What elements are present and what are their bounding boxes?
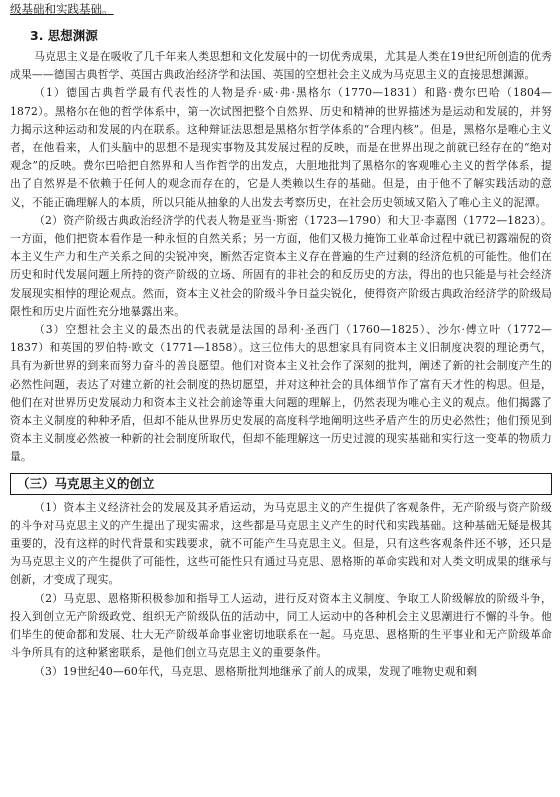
intro-paragraph: 马克思主义是在吸收了几千年来人类思想和文化发展中的一切优秀成果，尤其是人类在19世纪所创造的优秀成果——德国古典哲学、英国古典政治经济学和法国、英国的空想社会主义成为马克思主义的直接思想渊源。 xyxy=(10,50,552,82)
paragraph-political-economy: （2）资产阶级古典政治经济学的代表人物是亚当·斯密（1723—1790）和大卫·李嘉图（1772—1823）。一方面，他们把资本看作是一种永恒的自然关系；另一方面，他们又极力掩饰工业革命过程中就已初露端倪的资本主义生产力和生产关系之间的尖锐冲突，断然否定资本主义存在普遍的生产过剩的经济危机的可能性。他们在历史和时代发展问题上所持的资产阶级的立场、所固有的非社会的和反历史的方法，得出的也只能是与社会经济发展现实相悖的理论观点。然而，资本主义社会的阶级斗争日益尖锐化，使得资产阶级古典政治经济学的阶级局限性和历史片面性充分地暴露出来。 xyxy=(10,213,552,318)
paragraph-objective-conditions: （1）资本主义经济社会的发展及其矛盾运动，为马克思主义的产生提供了客观条件，无产阶级与资产阶级的斗争对马克思主义的产生提出了现实需求，这些都是马克思主义产生的时代和实践基础。这种基础无疑是极其重要的，没有这样的时代背景和实践要求，就不可能产生马克思主义。但是，只有这些客观条件还不够，还只是为马克思主义的产生提供了可能性，这些可能性只有通过马克思、恩格斯的革命实践和对人类文明成果的继承与创新，才变成了现实。 xyxy=(10,500,552,587)
paragraph-utopian-socialism: （3）空想社会主义的最杰出的代表就是法国的昂利·圣西门（1760—1825）、沙尔·傅立叶（1772—1837）和英国的罗伯特·欧文（1771—1858）。这三位伟大的思想家具有同资本主义旧制度决裂的理论勇气，具有为新世界的到来而努力奋斗的善良愿望。他们对资本主义社会作了深刻的批判，阐述了新的社会制度产生的必然性问题，表达了对建立新的社会制度的热切愿望，并对这种社会的具体细节作了富有天才性的构思。但是，他们在对世界历史发展动力和资本主义社会前途等重大问题的理解上，仍然表现为唯心主义的观点。他们揭露了资本主义制度的种种矛盾，但却不能从世界历史发展的高度科学地阐明这些矛盾产生的历史必然性；他们预见到资本主义制度必然被一种新的社会制度所取代，但却不能理解这一历史过渡的现实基础和实行这一变革的物质力量。 xyxy=(10,323,552,464)
section-heading-creation: （三）马克思主义的创立 xyxy=(10,473,552,495)
paragraph-revolutionary-practice: （2）马克思、恩格斯积极参加和指导工人运动，进行反对资本主义制度、争取工人阶级解放的阶级斗争，投入到创立无产阶级政党、组织无产阶级队伍的活动中，同工人运动中的各种机会主义思潮进行不懈的斗争。他们毕生的使命都和发展、壮大无产阶级革命事业密切地联系在一起。马克思、恩格斯的生平事业和无产阶级革命斗争所具有的这种紧密联系，是他们创立马克思主义的重要条件。 xyxy=(10,591,552,660)
paragraph-discoveries: （3）19世纪40—60年代，马克思、恩格斯批判地继承了前人的成果，发现了唯物史观和剩 xyxy=(34,664,478,678)
section-heading-thought-sources: 3. 思想渊源 xyxy=(30,28,98,43)
paragraph-german-philosophy: （1）德国古典哲学最有代表性的人物是乔·威·弗·黑格尔（1770—1831）和路·费尔巴哈（1804—1872）。黑格尔在他的哲学体系中，第一次试图把整个自然界、历史和精神的世界描述为是运动和发展的，并努力揭示这种运动和发展的内在联系。这种辩证法思想是黑格尔哲学体系的“合理内核”。但是，黑格尔是唯心主义者，在他看来，人们头脑中的思想不是现实事物及其发展过程的反映，而是在世界出现之前就已经存在的“绝对观念”的反映。费尔巴哈把自然界和人当作哲学的出发点，大胆地批判了黑格尔的客观唯心主义的哲学体系，提出了自然界是不依赖于任何人的观念而存在的，它是人类赖以生存的基础。但是，由于他不了解实践活动的意义，不能正确理解人的本质，所以只能从抽象的人出发去考察历史，在社会历史领域又陷入了唯心主义的泥潭。 xyxy=(10,86,552,209)
continued-line: 级基础和实践基础。 xyxy=(10,2,114,16)
